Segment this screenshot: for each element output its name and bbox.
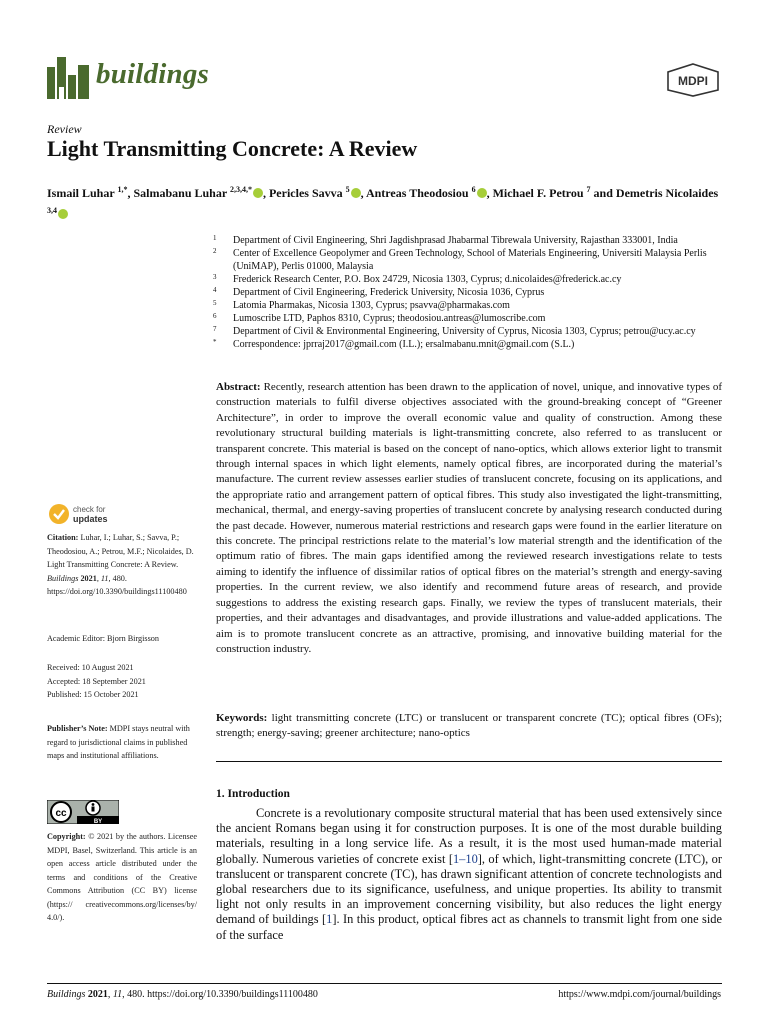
academic-editor: Academic Editor: Bjorn Birgisson [47, 634, 159, 643]
published-date: Published: 15 October 2021 [47, 690, 139, 699]
mdpi-logo-icon [666, 63, 720, 97]
affiliation-mark: 4 [213, 286, 217, 294]
affiliation-item [213, 273, 723, 286]
affiliation-mark: 6 [213, 312, 217, 320]
affiliation-item [213, 325, 723, 338]
abstract [216, 380, 722, 657]
orcid-icon[interactable] [253, 188, 263, 198]
author-separator: , [486, 186, 493, 200]
affiliation-mark: 7 [213, 325, 217, 333]
section-heading: 1. Introduction [216, 788, 290, 800]
updates-text: updates [73, 514, 108, 524]
article-title: Light Transmitting Concrete: A Review [47, 136, 418, 161]
orcid-icon[interactable] [351, 188, 361, 198]
abstract-text: Recently, research attention has been drawn to the application of novel, unique, and innovative types of construction materials to fulfil diverse objectives associated with the ground-breaking concept of “Greener Architecture”, in order to improve the overall economic value and quality of construction. Among these revolutionary structural building materials is light-transmitting concrete, also referred to as translucent or transparent concrete. This material is based on the concept of nano-optics, which allows exterior light to transmit through internal spaces in which light elements, namely optical fibres, are incorporated during the material’s manufacture. The current review assesses earlier studies of translucent concrete, focusing on its applications, and the appropriate ratio and arrangement pattern of optical fibres. This study also investigated the light-transmitting, mechanical, thermal, and energy-saving properties of translucent concrete by analysing research conducted during the past decade. However, numerous material restrictions and research gaps were found in the earlier literature on this concrete. The principal restrictions relate to the material’s low material strength and the identification of the optimum ratio of fibres. The main gaps identified among the reviewed research investigations relate to tests aiming to identify the influence of dissimilar ratios of optical fibres on the material’s strength and energy-saving properties. In the current review, we also identify and recommend future areas of research, and provide suggestions to address the existing research gaps. Finally, we review the types of translucent materials, their properties, and their advantages and disadvantages, and provide illustrations and value-added applications. The aim is to promote translucent concrete as an attractive, promising, and innovative building material for the construction industry. [216, 381, 723, 655]
affiliation-item [213, 247, 723, 273]
affiliation-list [213, 234, 723, 351]
author-name[interactable]: Demetris Nicolaides [615, 186, 719, 200]
abstract-label: Abstract: [216, 381, 261, 393]
citation-block: Citation: Luhar, I.; Luhar, S.; Savva, P.; Theodosiou, A.; Petrou, M.F.; Nicolaides, D. Light Transmitting Concrete: A Review. Buildings 2021, 11, 480. https://doi.org/10.3390/buildings11100480 [47, 533, 194, 596]
cc-by-text: BY [93, 819, 103, 824]
intro-part-1: Concrete is a revolutionary composite structural material that has been used extensively since the ancient Romans began using it for construction purposes. It is one of the most durable building materials, resulting in a long service life. As a result, it is the most used human-made material globally. Numerous varieties of concrete exist [ [216, 806, 722, 866]
introduction-text [216, 806, 722, 943]
check-for-text: check for [73, 505, 106, 514]
affiliation-item [213, 286, 723, 299]
author-affiliation-marks: 7 [586, 185, 591, 194]
citation-volume: 11 [100, 573, 109, 583]
author-separator: , [127, 186, 134, 200]
citation-doi[interactable]: , 480. https://doi.org/10.3390/buildings11100480 [47, 573, 187, 596]
keywords [216, 711, 722, 742]
author-name[interactable]: Pericles Savva [268, 186, 343, 200]
received-date: Received: 10 August 2021 [47, 663, 134, 672]
footer-journal-url[interactable]: https://www.mdpi.com/journal/buildings [558, 989, 721, 1000]
article-type: Review [47, 122, 82, 136]
publisher-note [47, 722, 197, 763]
copyright-label: Copyright: [47, 832, 86, 841]
affiliation-mark: 1 [213, 234, 217, 242]
author-name[interactable]: Michael F. Petrou [492, 186, 584, 200]
affiliation-mark: 5 [213, 299, 217, 307]
publisher-note-label: Publisher’s Note: [47, 724, 108, 733]
dates-block [47, 661, 197, 702]
citation-year: 2021 [80, 573, 97, 583]
footer-volume: 11 [112, 989, 123, 1000]
author-separator: and [590, 186, 616, 200]
affiliation-item [213, 299, 723, 312]
footer-year: 2021 [87, 989, 108, 1000]
affiliation-text: Frederick Research Center, P.O. Box 24729, Nicosia 1303, Cyprus; d.nicolaides@frederick.ac.cy [233, 274, 622, 285]
affiliation-text: Lumoscribe LTD, Paphos 8310, Cyprus; theodosiou.antreas@lumoscribe.com [233, 313, 546, 324]
author-affiliation-marks: 1,* [117, 185, 128, 194]
cc-glyph: cc [55, 808, 67, 819]
cc-by-license-icon[interactable] [47, 800, 119, 824]
affiliation-text: Correspondence: jprraj2017@gmail.com (I.L.); ersalmabanu.mnit@gmail.com (S.L.) [233, 339, 575, 350]
footer-doi[interactable]: , 480. https://doi.org/10.3390/buildings11100480 [122, 989, 318, 1000]
author-name[interactable]: Salmabanu Luhar [133, 186, 227, 200]
divider [216, 761, 722, 762]
check-for-updates-badge[interactable] [47, 502, 147, 526]
affiliation-item [213, 234, 723, 247]
buildings-logo-icon [47, 57, 89, 99]
keywords-text: light transmitting concrete (LTC) or translucent or transparent concrete (TC); optical fibres (OFs); strength; energy-saving; greener architecture; nano-optics [216, 712, 723, 740]
citation-text: Luhar, I.; Luhar, S.; Savva, P.; Theodosiou, A.; Petrou, M.F.; Nicolaides, D. Light Transmitting Concrete: A Review. [47, 533, 194, 569]
author-affiliation-marks: 2,3,4,* [229, 185, 252, 194]
intro-part-3: ]. In this product, optical fibres act as channels to transmit light from one side of the surface [216, 912, 723, 942]
orcid-icon[interactable] [477, 188, 487, 198]
affiliation-text: Department of Civil Engineering, Frederick University, Nicosia 1036, Cyprus [233, 287, 545, 298]
author-separator: , [360, 186, 366, 200]
citation-journal: Buildings [47, 573, 79, 583]
author-name[interactable]: Antreas Theodosiou [365, 186, 469, 200]
publisher-note-text: MDPI stays neutral with regard to jurisdictional claims in published maps and institutional affiliations. [47, 724, 190, 760]
citation-label: Citation: [47, 533, 79, 542]
author-list [47, 181, 727, 223]
intro-part-2: ], of which, light-transmitting concrete (LTC), or translucent or transparent concrete (TC), has drawn significant attention of concrete technologists and global researchers due to its significance, usefulness, and unique properties. Its ability to transmit light not only results in an improvement concerning visibility, but also reduces the light energy demand of buildings [ [216, 851, 722, 927]
affiliation-item [213, 338, 723, 351]
keywords-label: Keywords: [216, 712, 268, 724]
journal-name: buildings [96, 58, 210, 90]
accepted-date: Accepted: 18 September 2021 [47, 676, 146, 686]
author-name[interactable]: Ismail Luhar [47, 186, 115, 200]
citation-link[interactable]: 1 [326, 912, 333, 927]
author-affiliation-marks: 6 [471, 185, 476, 194]
copyright-block [47, 830, 197, 925]
footer-journal: Buildings [47, 989, 86, 1000]
copyright-text: © 2021 by the authors. Licensee MDPI, Basel, Switzerland. This article is an open access article distributed under the terms and conditions of the Creative Commons Attribution (CC BY) license (https:// creativecommons.org/licenses/by/ 4.0/). [47, 832, 198, 922]
citation-link[interactable]: 1–10 [452, 851, 478, 866]
affiliation-text: Department of Civil & Environmental Engineering, University of Cyprus, Nicosia 1303, Cyprus; petrou@ucy.ac.cy [233, 326, 696, 337]
affiliation-item [213, 312, 723, 325]
author-affiliation-marks: 5 [345, 185, 350, 194]
affiliation-mark: * [213, 338, 217, 346]
affiliation-mark: 2 [213, 247, 217, 255]
affiliation-mark: 3 [213, 273, 217, 281]
footer-divider [47, 983, 722, 984]
footer-citation: Buildings 2021, 11, 480. https://doi.org/10.3390/buildings11100480 [47, 989, 318, 1000]
affiliation-text: Center of Excellence Geopolymer and Green Technology, School of Materials Engineering, Universiti Malaysia Perlis (UniMAP), Perlis 01000, Malaysia [233, 248, 707, 272]
mdpi-logo-text: MDPI [678, 74, 708, 88]
author-affiliation-marks: 3,4 [47, 206, 57, 215]
affiliation-text: Latomia Pharmakas, Nicosia 1303, Cyprus; psavva@pharmakas.com [233, 300, 510, 311]
orcid-icon[interactable] [58, 209, 68, 219]
author-separator: , [262, 186, 269, 200]
affiliation-text: Department of Civil Engineering, Shri Jagdishprasad Jhabarmal Tibrewala University, Rajasthan 333001, India [233, 235, 678, 246]
